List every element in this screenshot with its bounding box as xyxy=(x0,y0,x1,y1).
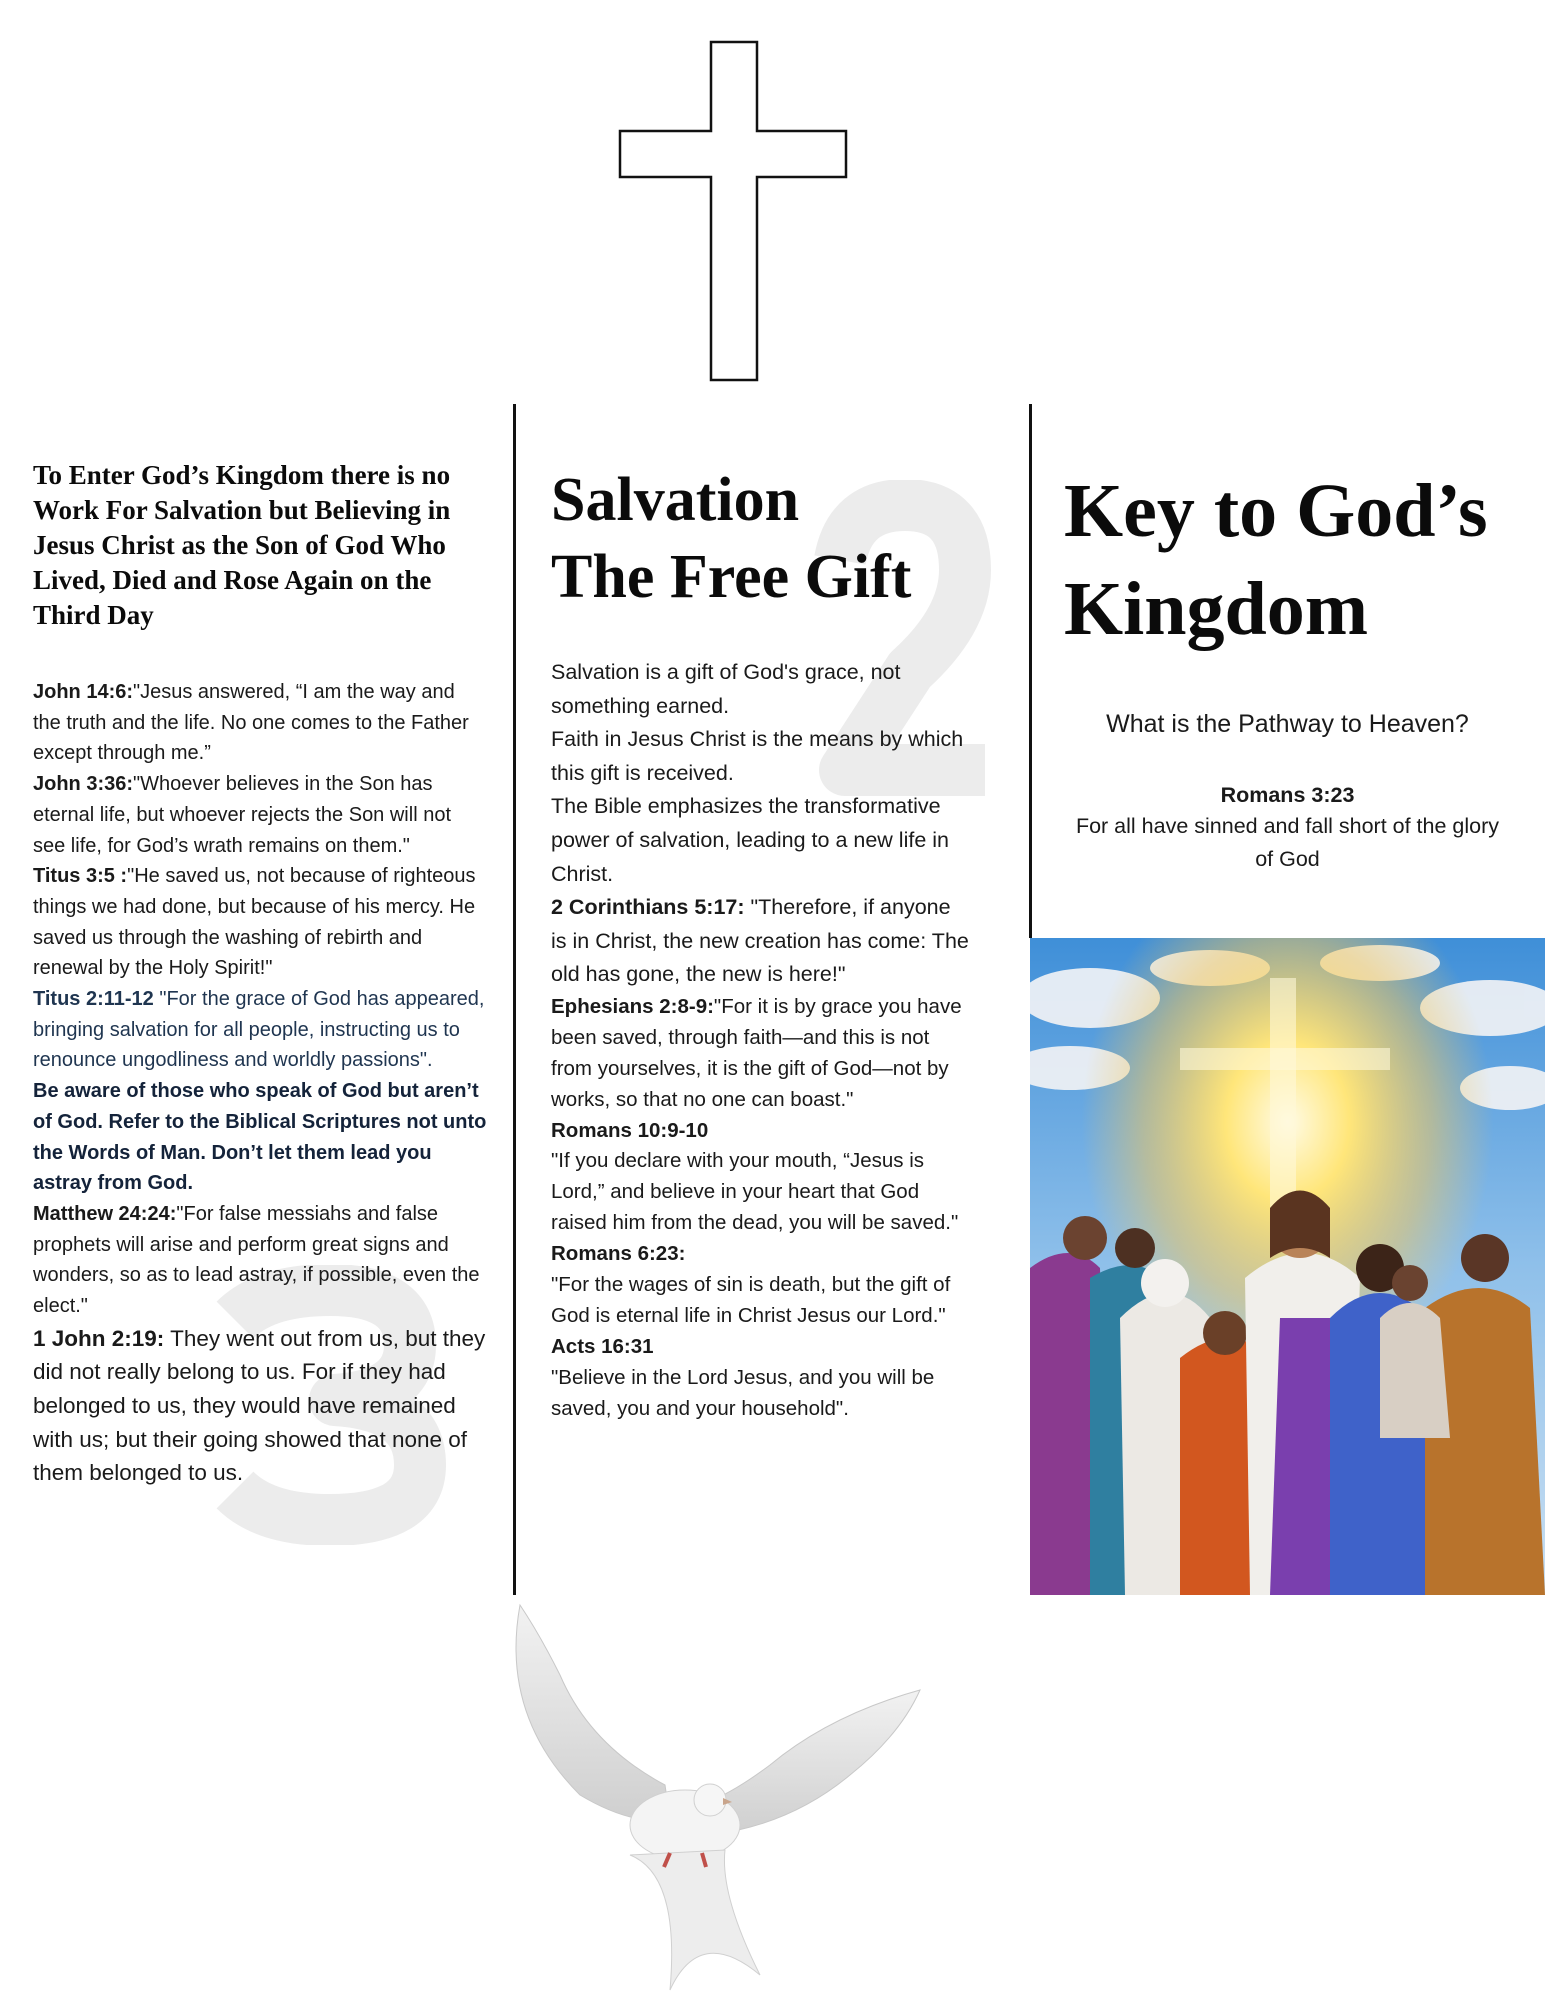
title-line: The Free Gift xyxy=(551,543,912,611)
verse-text: "If you declare with your mouth, “Jesus is Lord,” and believe in your heart that God raised him from the dead, you will be saved." xyxy=(551,1149,959,1235)
pathway-question: What is the Pathway to Heaven? xyxy=(1106,710,1469,738)
verse-text: "For the grace of God has appeared, bringing salvation for all people, instructing us to renounce ungodliness and worldly passions". xyxy=(33,988,485,1072)
verse-2-corinthians-5-17 xyxy=(551,891,971,992)
verse-ref: John 3:36: xyxy=(33,773,134,796)
title-line: Salvation xyxy=(551,466,800,534)
verse-ref: Matthew 24:24: xyxy=(33,1202,177,1225)
verse-ref-romans-10-9: Romans 10:9-10 xyxy=(551,1118,709,1142)
column-divider-left xyxy=(513,404,516,1595)
left-column xyxy=(33,458,488,1490)
intro-paragraph: Salvation is a gift of God's grace, not something earned. xyxy=(551,660,901,718)
left-heading: To Enter God’s Kingdom there is no Work For Salvation but Believing in Jesus Christ as the Son of God Who Lived, Died and Rose Again on the Third Day xyxy=(33,460,451,630)
middle-title xyxy=(551,462,991,616)
verse-ref: Titus 3:5 : xyxy=(33,865,128,888)
verse-text: They went out from us, but they did not really belong to us. For if they had belonged to us, they would have remained with us; but their going showed that none of them belonged to us. xyxy=(33,1325,486,1486)
verse-matthew-24-24 xyxy=(33,1199,488,1322)
intro-paragraph: The Bible emphasizes the transformative power of salvation, leading to a new life in Christ. xyxy=(551,794,949,886)
column-divider-right xyxy=(1029,404,1032,938)
verse-titus-2-11 xyxy=(33,984,488,1076)
verse-ephesians-2-8 xyxy=(551,992,971,1116)
verse-text: "For false messiahs and false prophets will arise and perform great signs and wonders, so as to lead astray, if possible, even the elect." xyxy=(33,1202,480,1318)
left-scripture-list xyxy=(33,677,488,1490)
verse-ref-acts-16-31: Acts 16:31 xyxy=(551,1334,654,1358)
verse-text: "Jesus answered, “I am the way and the truth and the life. No one comes to the Father except through me.” xyxy=(33,681,469,765)
warning-text: Be aware of those who speak of God but aren’t of God. Refer to the Biblical Scriptures not unto the Words of Man. Don’t let them lead you astray from God. xyxy=(33,1080,487,1195)
verse-text: "Therefore, if anyone is in Christ, the new creation has come: The old has gone, the new is here!" xyxy=(551,895,969,987)
verse-ref: Titus 2:11-12 xyxy=(33,988,154,1011)
verse-text: "He saved us, not because of righteous things we had done, but because of his mercy. He saved us through the washing of rebirth and renewal by the Holy Spirit!" xyxy=(33,865,476,980)
verse-ref: 2 Corinthians 5:17: xyxy=(551,895,745,920)
verse-john-14-6 xyxy=(33,677,488,769)
title-line: Key to God’s xyxy=(1064,469,1488,553)
verse-ref: John 14:6: xyxy=(33,681,134,703)
right-title xyxy=(1040,462,1535,658)
middle-verses xyxy=(551,992,971,1425)
verse-ref: 1 John 2:19: xyxy=(33,1325,165,1351)
verse-text: "For it is by grace you have been saved, through faith—and this is not from yourselves, it is the gift of God—not by works, so that no one can boast." xyxy=(551,994,962,1111)
verse-ref: Ephesians 2:8-9: xyxy=(551,994,714,1018)
verse-text: "Whoever believes in the Son has eternal life, but whoever rejects the Son will not see life, for God’s wrath remains on them." xyxy=(33,773,451,857)
jesus-with-people-illustration xyxy=(1030,938,1545,1595)
intro-paragraph: Faith in Jesus Christ is the means by which this gift is received. xyxy=(551,727,964,785)
verse-ref-romans-3-23: Romans 3:23 xyxy=(1220,783,1355,807)
verse-john-3-36 xyxy=(33,769,488,861)
verse-ref-romans-6-23: Romans 6:23: xyxy=(551,1242,686,1266)
dove-illustration xyxy=(470,1595,940,1995)
verse-text: "Believe in the Lord Jesus, and you will be saved, you and your household". xyxy=(551,1365,935,1420)
right-subsection xyxy=(1040,708,1535,876)
right-column xyxy=(1040,462,1535,876)
cross-icon xyxy=(615,38,855,388)
middle-body xyxy=(551,656,971,1425)
middle-column xyxy=(551,462,991,1425)
verse-1-john-2-19 xyxy=(33,1322,488,1490)
title-line: Kingdom xyxy=(1064,567,1369,651)
verse-text: "For the wages of sin is death, but the gift of God is eternal life in Christ Jesus our Lord." xyxy=(551,1273,951,1327)
verse-text-romans-3-23: For all have sinned and fall short of the glory of God xyxy=(1075,814,1500,871)
verse-titus-3-5 xyxy=(33,861,488,984)
